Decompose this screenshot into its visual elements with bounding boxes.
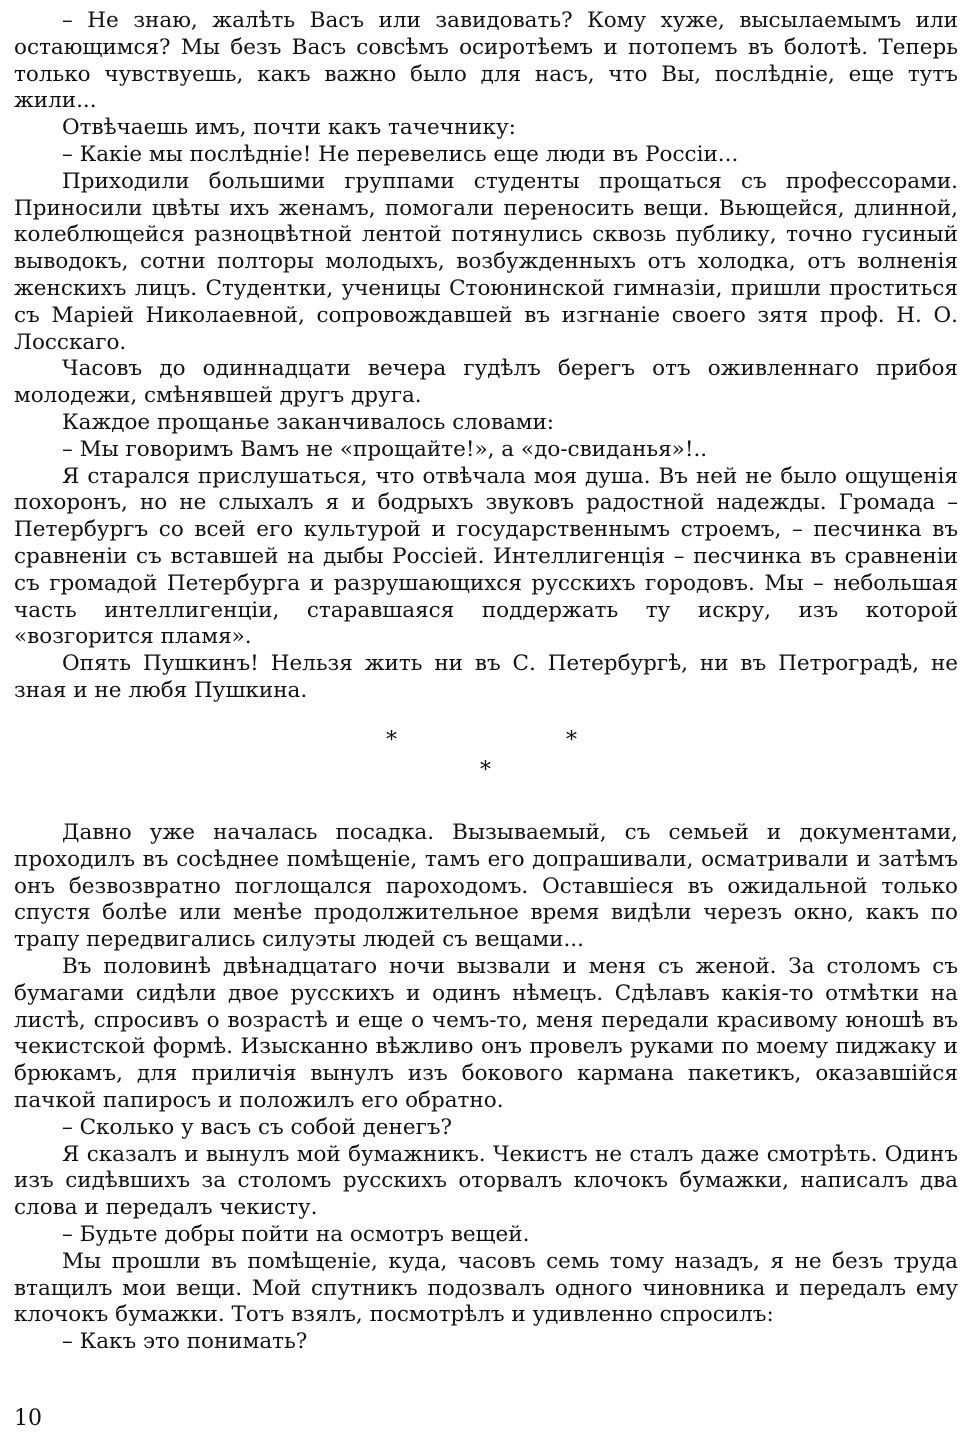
paragraph: Каждое прощанье заканчивалось словами: [62,409,555,435]
paragraph: Давно уже началась посадка. Вызываемый, съ семьей и документами, проходилъ въ сосѣднее помѣщеніе, тамъ его допрашивали, осматривали и затѣмъ онъ безвозвратно поглощался пароходомъ. Оставшіеся въ ожидальной только спустя болѣе или менѣе продолжительное время видѣли черезъ окно, какъ по трапу передвигались силуэты людей съ вещами... [14,820,958,953]
paragraph: Часовъ до одиннадцати вечера гудѣлъ берегъ отъ оживленнаго прибоя молодежи, смѣнявшей другъ друга. [14,356,958,409]
paragraph: Я старался прислушаться, что отвѣчала моя душа. Въ ней не было ощущенія похоронъ, но не слыхалъ я и бодрыхъ звуковъ радостной надежды. Громада – Петербургъ со всей его культурой и государственнымъ строемъ, – песчинка въ сравненіи съ вставшей на дыбы Россіей. Интеллигенція – песчинка въ сравненіи съ громадой Петербурга и разрушающихся русскихъ городовъ. Мы – небольшая часть интеллигенціи, старавшаяся поддержать ту искру, изъ которой «возгорится пламя». [14,463,958,650]
asterism-star-right: * [566,728,577,753]
asterism-star-left: * [386,728,397,753]
page-number: 10 [14,1406,42,1431]
paragraph: – Какіе мы послѣдніе! Не перевелись еще люди въ Россіи... [62,141,739,167]
paragraph: Отвѣчаешь имъ, почти какъ тачечнику: [62,115,516,141]
paragraph: Въ половинѣ двѣнадцатаго ночи вызвали и меня съ женой. За столомъ съ бумагами сидѣли двое русскихъ и одинъ нѣмецъ. Сдѣлавъ какія-то отмѣтки на листѣ, спросивъ о возрастѣ и еще о чемъ-то, меня передали красивому юношѣ въ чекистской формѣ. Изысканно вѣжливо онъ провелъ руками по моему пиджаку и брюкамъ, для приличія вынулъ изъ бокового кармана пакетикъ, оказавшійся пачкой папиросъ и положилъ его обратно. [14,953,958,1113]
paragraph: Мы прошли въ помѣщеніе, куда, часовъ семь тому назадъ, я не безъ труда втащилъ мои вещи. Мой спутникъ подозвалъ одного чиновника и передалъ ему клочокъ бумажки. Тотъ взялъ, посмотрѣлъ и удивленно спросилъ: [14,1248,958,1328]
paragraph: – Какъ это понимать? [62,1329,308,1355]
paragraph: Опять Пушкинъ! Нельзя жить ни въ С. Петербургѣ, ни въ Петроградѣ, не зная и не любя Пушкина. [14,651,958,703]
text-section-top [14,8,958,705]
paragraph: Приходили большими группами студенты прощаться съ профессорами. Приносили цвѣты ихъ женамъ, помогали переносить вещи. Вьющейся, длинной, колеблющейся разноцвѣтной лентой потянулись сквозь публику, точно гусиный выводокъ, сотни полторы молодыхъ, возбужденныхъ отъ холодка, отъ волненія женскихъ лицъ. Студентки, ученицы Стоюнинской гимназіи, пришли проститься съ Маріей Николаевной, сопровождавшей въ изгнаніе своего зятя проф. Н. О. Лосскаго. [14,168,958,355]
paragraph: – Будьте добры пойти на осмотръ вещей. [62,1221,530,1247]
paragraph: – Не знаю, жалѣть Васъ или завидовать? Кому хуже, высылаемымъ или остающимся? Мы безъ Васъ совсѣмъ осиротѣемъ и потопемъ въ болотѣ. Теперь только чувствуешь, какъ важно было для насъ, что Вы, послѣдніе, еще тутъ жили... [14,8,958,114]
paragraph: – Мы говоримъ Вамъ не «прощайте!», а «до-свиданья»!.. [62,436,708,462]
paragraph: – Сколько у васъ съ собой денегъ? [62,1114,453,1140]
text-section-bottom [14,820,958,1356]
asterism-star-center: * [480,758,491,783]
paragraph: Я сказалъ и вынулъ мой бумажникъ. Чекистъ не сталъ даже смотрѣть. Одинъ изъ сидѣвшихъ за столомъ русскихъ оторвалъ клочокъ бумажки, написалъ два слова и передалъ чекисту. [14,1141,958,1221]
